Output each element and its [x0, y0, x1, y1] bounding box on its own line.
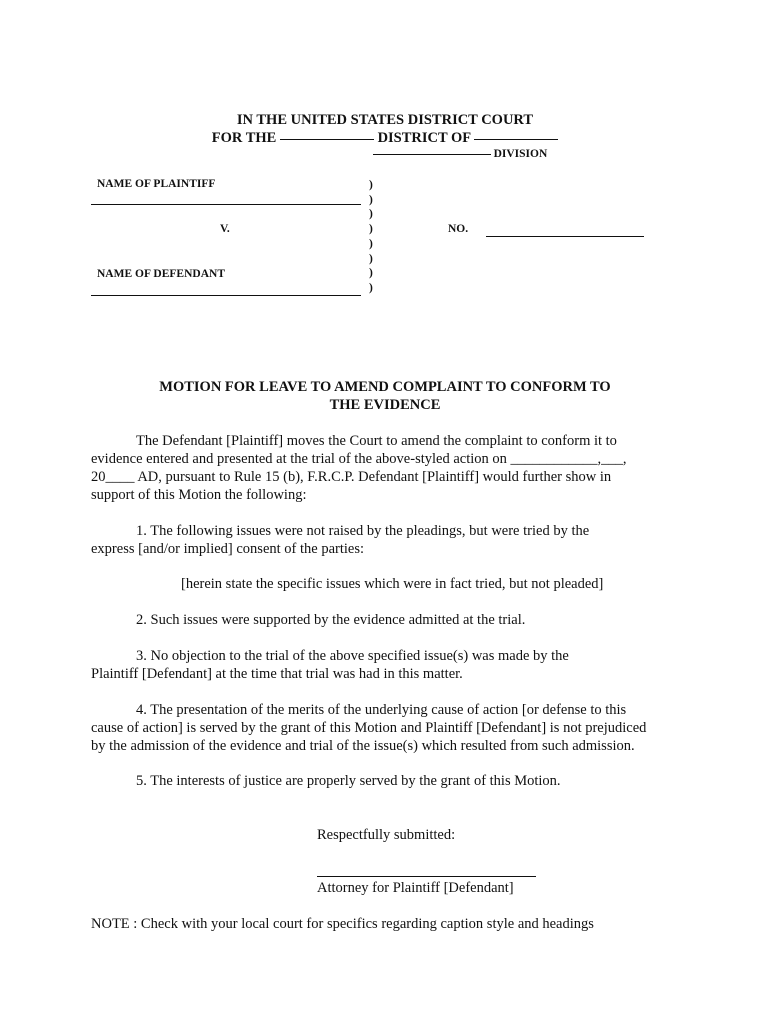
district-blank-1	[280, 138, 374, 140]
item4-line-2: cause of action] is served by the grant of this Motion and Plaintiff [Defendant] is not prejudiced	[91, 720, 647, 736]
case-number-label: NO.	[448, 223, 469, 235]
paren-8: )	[369, 281, 373, 294]
versus-label: V.	[220, 223, 230, 235]
defendant-name-line	[91, 295, 361, 296]
item4-line-1: 4. The presentation of the merits of the underlying cause of action [or defense to this	[136, 702, 627, 718]
intro-line-3: 20____ AD, pursuant to Rule 15 (b), F.R.C.P. Defendant [Plaintiff] would further show in	[91, 469, 612, 485]
item1-line-2: express [and/or implied] consent of the parties:	[91, 541, 365, 557]
item3-line-2: Plaintiff [Defendant] at the time that trial was had in this matter.	[91, 666, 463, 682]
defendant-name-label: NAME OF DEFENDANT	[97, 268, 225, 280]
court-for-the-label: FOR THE	[211, 130, 277, 146]
paren-1: )	[369, 179, 373, 191]
plaintiff-name-line	[91, 204, 361, 205]
division-label: DIVISION	[493, 148, 548, 160]
item3-line-1: 3. No objection to the trial of the above specified issue(s) was made by the	[136, 648, 569, 664]
paren-2: )	[369, 193, 373, 206]
signature-line	[317, 876, 536, 877]
item1-line-1: 1. The following issues were not raised by the pleadings, but were tried by the	[136, 523, 590, 539]
intro-line-2: evidence entered and presented at the trial of the above-styled action on ____________,___,	[91, 451, 627, 467]
motion-title-line1: MOTION FOR LEAVE TO AMEND COMPLAINT TO CONFORM TO	[159, 379, 611, 395]
plaintiff-name-label: NAME OF PLAINTIFF	[97, 178, 216, 190]
caption-parentheses	[369, 178, 373, 296]
respectfully-submitted: Respectfully submitted:	[317, 827, 456, 843]
item1-note: [herein state the specific issues which were in fact tried, but not pleaded]	[181, 576, 604, 592]
paren-4: )	[369, 223, 373, 236]
division-line	[0, 148, 770, 160]
paren-6: )	[369, 252, 373, 265]
motion-title-line2: THE EVIDENCE	[329, 397, 441, 413]
attorney-label: Attorney for Plaintiff [Defendant]	[317, 880, 514, 896]
court-district-line	[0, 130, 770, 147]
intro-line-1: The Defendant [Plaintiff] moves the Court to amend the complaint to conform it to	[136, 433, 617, 449]
paren-7: )	[369, 267, 373, 280]
caption-note: NOTE : Check with your local court for specifics regarding caption style and headings	[91, 916, 594, 932]
court-district-of-label: DISTRICT OF	[377, 130, 471, 146]
paren-3: )	[369, 208, 373, 221]
division-blank	[373, 153, 491, 155]
paren-5: )	[369, 237, 373, 250]
item4-line-3: by the admission of the evidence and trial of the issue(s) which resulted from such admission.	[91, 738, 635, 754]
district-blank-2	[474, 138, 558, 140]
case-number-line	[486, 236, 644, 237]
item2-line: 2. Such issues were supported by the evidence admitted at the trial.	[136, 612, 526, 628]
item5-line: 5. The interests of justice are properly served by the grant of this Motion.	[136, 773, 561, 789]
intro-line-4: support of this Motion the following:	[91, 487, 307, 503]
court-title: IN THE UNITED STATES DISTRICT COURT	[236, 112, 534, 128]
